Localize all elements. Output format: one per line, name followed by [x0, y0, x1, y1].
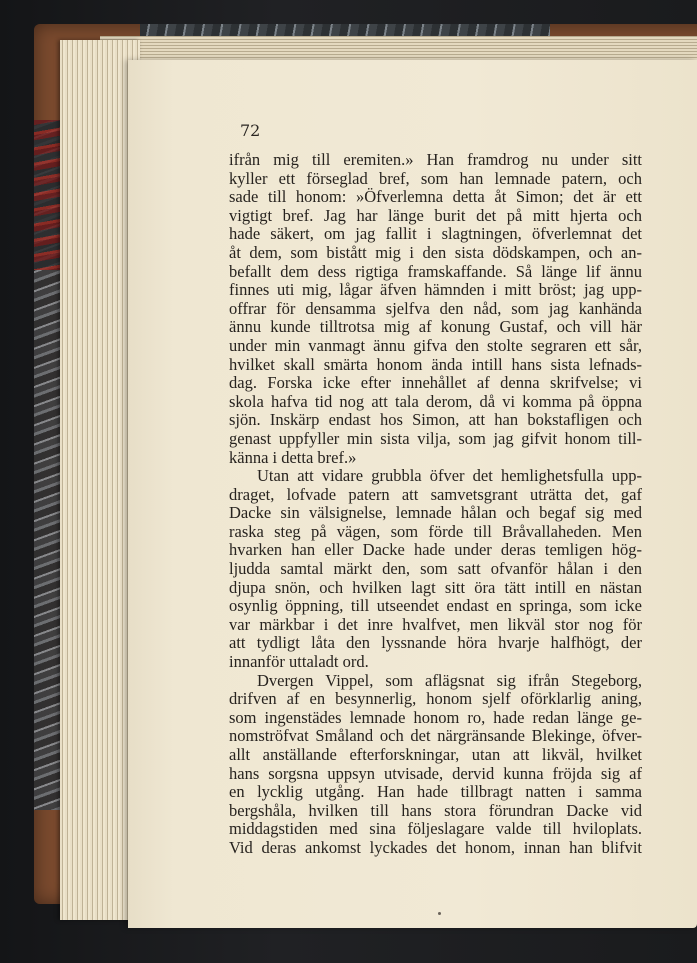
text-line: var märkbar i det inre hvalfvet, men likväl stor nog för — [229, 615, 642, 634]
text-line: raska steg på vägen, som förde till Bråvallaheden. Men — [229, 522, 642, 541]
text-line: bergshåla, hvilken till hans stora förundran Dacke vid — [229, 801, 642, 820]
text-line: middagstiden med sina följeslagare valde till hviloplats. — [229, 820, 642, 839]
text-line: allt anställande efterforskningar, utan att likväl, hvilket — [229, 746, 642, 764]
text-line: osynlig öppning, till utseendet endast en springa, som icke — [229, 597, 642, 616]
text-line: Dvergen Vippel, som aflägsnat sig ifrån Stegeborg, — [257, 671, 642, 690]
text-line: hvilket skall smärta honom ända intill hans sista lefnads- — [229, 355, 642, 374]
text-line: ifrån mig till eremiten.» Han framdrog nu under sitt — [229, 151, 642, 169]
text-line: befallt dem dess rigtiga framskaffande. Så länge lif ännu — [229, 262, 642, 281]
text-line: under min vanmagt ännu gifva den stolte segraren ett sår, — [229, 336, 642, 355]
text-line: kyller ett förseglad bref, som han lemnade patern, och — [229, 169, 642, 188]
text-line: sjön. Inskärp endast hos Simon, att han bokstafligen och — [229, 411, 642, 430]
text-line: känna i detta bref.» — [229, 448, 357, 467]
text-line: dag. Forska icke efter innehållet af denna skrifvelse; vi — [229, 374, 642, 393]
text-line: finnes uti mig, lågar äfven hämnden i mitt bröst; jag upp- — [229, 281, 642, 300]
text-line: innanför uttaladt ord. — [229, 653, 369, 672]
text-line: sade till honom: »Öfverlemna detta åt Simon; det är ett — [229, 188, 642, 207]
text-line: ännu kunde tilltrotsa mig af konung Gustaf, och vill här — [229, 318, 642, 337]
text-line: vigtigt bref. Jag har länge burit det på mitt hjerta och — [229, 206, 642, 225]
text-line: drifven af en besynnerlig, honom sjelf oförklarlig aning, — [229, 690, 642, 709]
page-number: 72 — [240, 121, 261, 140]
text-line: hade säkert, om jag fallit i slagtningen, öfverlemnat det — [229, 225, 642, 244]
text-line: hans sorgsna uppsyn utvisade, dervid kunna fröjda sig af — [229, 764, 642, 783]
text-line: ljudda samtal märkt den, som satt ofvanför hålan i den — [229, 560, 642, 579]
text-line: som ingenstädes lemnade honom ro, hade redan länge ge- — [229, 708, 642, 727]
text-line: genast uppfyller min sista vilja, som jag gifvit honom till- — [229, 429, 642, 448]
text-line: hvarken han eller Dacke hade under deras temligen hög- — [229, 541, 642, 560]
page-text — [229, 151, 642, 858]
paper-speck — [438, 912, 441, 915]
text-line: nomströfvat Småland och det närgränsande Blekinge, öfver- — [229, 727, 642, 746]
text-line: offrar för densamma sjelfva den nåd, som jag kanhända — [229, 299, 642, 318]
text-line: Utan att vidare grubbla öfver det hemlighetsfulla upp- — [257, 467, 642, 486]
text-line: åt dem, som bistått mig i den sista dödskampen, och an- — [229, 243, 642, 262]
marbled-spine-accent — [34, 120, 60, 270]
text-line: en lycklig utgång. Han hade tillbragt natten i samma — [229, 783, 642, 802]
text-line: att tydligt låta den lyssnande höra hvarje halfhögt, der — [229, 634, 642, 653]
text-line: Dacke sin välsignelse, lemnade hålan och begaf sig med — [229, 504, 642, 523]
text-line: djupa snön, och hvilken lagt sitt öra tätt intill en nästan — [229, 578, 642, 597]
text-line: skola hafva tid nog att tala derom, då vi komma på öppna — [229, 392, 642, 411]
text-line: draget, lofvade patern att samvetsgrant uträtta det, gaf — [229, 485, 642, 504]
text-line: Vid deras ankomst lyckades det honom, innan han blifvit — [229, 838, 642, 857]
